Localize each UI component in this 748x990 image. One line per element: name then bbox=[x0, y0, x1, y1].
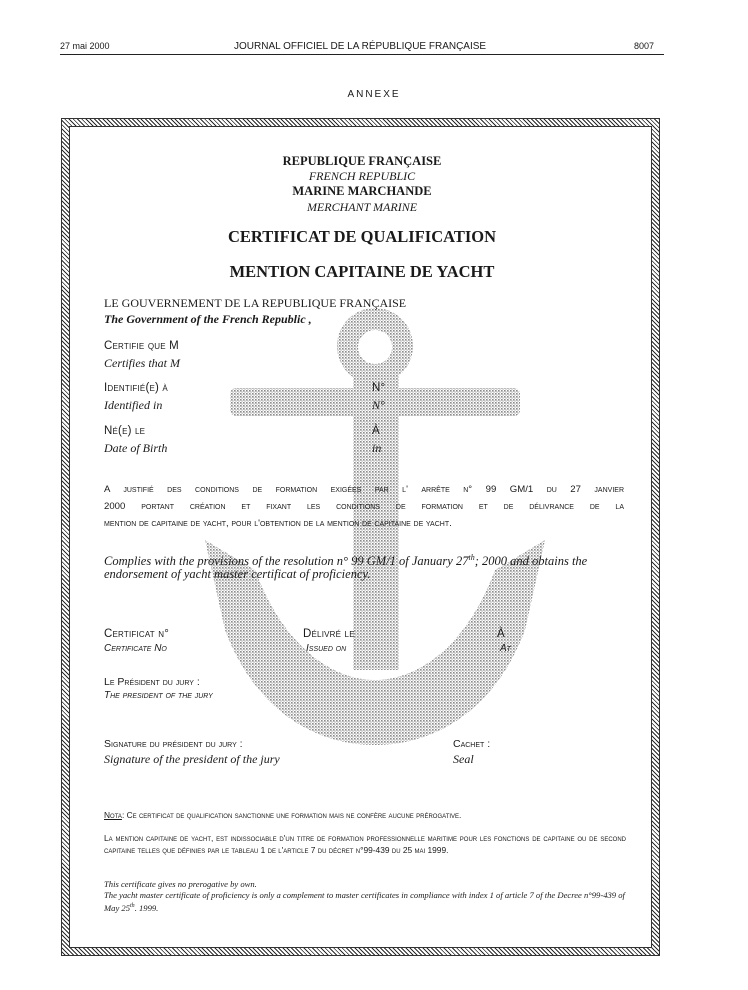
provisions-en-text: Complies with the provisions of the resolution n° 99 GM/1 of January 27 bbox=[104, 554, 469, 569]
date-of-birth-label: Date of Birth bbox=[104, 441, 168, 455]
birthplace-label-en: in bbox=[372, 441, 382, 455]
provisions-fr-line1: A justifié des conditions de formation exigées par l' arrête n° 99 GM/1 du 27 janvier bbox=[104, 484, 624, 495]
cachet-label: Cachet : bbox=[453, 738, 491, 750]
nota-line1: : Ce certificat de qualification sanctionne une formation mais ne confère aucune prérogative. bbox=[121, 810, 462, 820]
signature-label-fr: Signature du président du jury : bbox=[104, 738, 243, 750]
header-journal-title: JOURNAL OFFICIEL DE LA RÉPUBLIQUE FRANÇAISE bbox=[234, 41, 487, 52]
ne-le-label: Né(e) le bbox=[104, 425, 146, 437]
place-label-fr: À bbox=[497, 628, 505, 640]
certificate-title: CERTIFICAT DE QUALIFICATION bbox=[227, 227, 497, 246]
number-label-fr: N° bbox=[372, 382, 386, 394]
republic-en: FRENCH REPUBLIC bbox=[308, 169, 416, 183]
birthplace-label-fr: À bbox=[372, 425, 380, 437]
seal-label: Seal bbox=[453, 752, 474, 766]
signature-label-en: Signature of the president of the jury bbox=[104, 752, 280, 766]
footnote-line2 bbox=[104, 890, 634, 914]
nota-paragraph-1 bbox=[104, 810, 626, 822]
provisions-en-line2: endorsement of yacht master certificat of proficiency. bbox=[104, 567, 371, 581]
government-fr: LE GOUVERNEMENT DE LA REPUBLIQUE FRANÇAISE bbox=[104, 296, 407, 310]
header-page-number: 8007 bbox=[634, 41, 655, 51]
jury-president-fr: Le Président du jury : bbox=[104, 676, 200, 688]
cert-number-label-en: Certificate No bbox=[104, 643, 167, 654]
certifies-label-en: Certifies that M bbox=[104, 356, 180, 370]
header-rule bbox=[60, 54, 664, 55]
government-en: The Government of the French Republic , bbox=[104, 312, 312, 326]
annexe-label: ANNEXE bbox=[347, 89, 401, 100]
number-label-en: N° bbox=[372, 398, 385, 412]
marine-fr: MARINE MARCHANDE bbox=[292, 184, 432, 198]
identified-label-en: Identified in bbox=[104, 398, 163, 412]
republic-fr: REPUBLIQUE FRANÇAISE bbox=[282, 154, 442, 168]
footnote-line1: This certificate gives no prerogative by own. bbox=[104, 879, 257, 889]
issued-on-label: Issued on bbox=[306, 643, 347, 654]
jury-president-en: The president of the jury bbox=[104, 690, 213, 701]
provisions-en-sup: th bbox=[468, 553, 475, 562]
place-label-en: At bbox=[500, 643, 511, 654]
footnote-text: The yacht master certificate of proficiency is only a complement to master certificates in compliance with index 1 of article 7 of the Decree n°99-439 of May 25 bbox=[104, 890, 625, 913]
cert-number-label: Certificat n° bbox=[104, 628, 170, 640]
provisions-en-text-end: ; 2000 and obtains the bbox=[474, 554, 588, 569]
delivre-label: Délivré le bbox=[303, 628, 355, 640]
header-date: 27 mai 2000 bbox=[60, 41, 110, 51]
mention-title: MENTION CAPITAINE DE YACHT bbox=[229, 262, 495, 281]
certifie-label: Certifie que M bbox=[104, 340, 179, 352]
provisions-fr-line3: mention de capitaine de yacht, pour l'obtention de la mention de capitaine de yacht. bbox=[104, 518, 452, 529]
provisions-fr-line2: 2000 portant création et fixant les conditions de formation et de délivrance de la bbox=[104, 501, 624, 512]
identifie-label: Identifié(e) à bbox=[104, 382, 168, 394]
nota-paragraph-2: La mention capitaine de yacht, est indissociable d'un titre de formation professionnelle maritime pour les fonctions de capitaine ou de second capitaine telles que définies par le tableau 1 de l'article 7 du décret n°99-439 du 25 mai 1999. bbox=[104, 833, 626, 855]
marine-en: MERCHANT MARINE bbox=[306, 200, 418, 214]
nota-label: Nota bbox=[104, 810, 122, 820]
footnote-text-end: . 1999. bbox=[134, 902, 159, 913]
footnote-sup: th bbox=[130, 903, 135, 909]
